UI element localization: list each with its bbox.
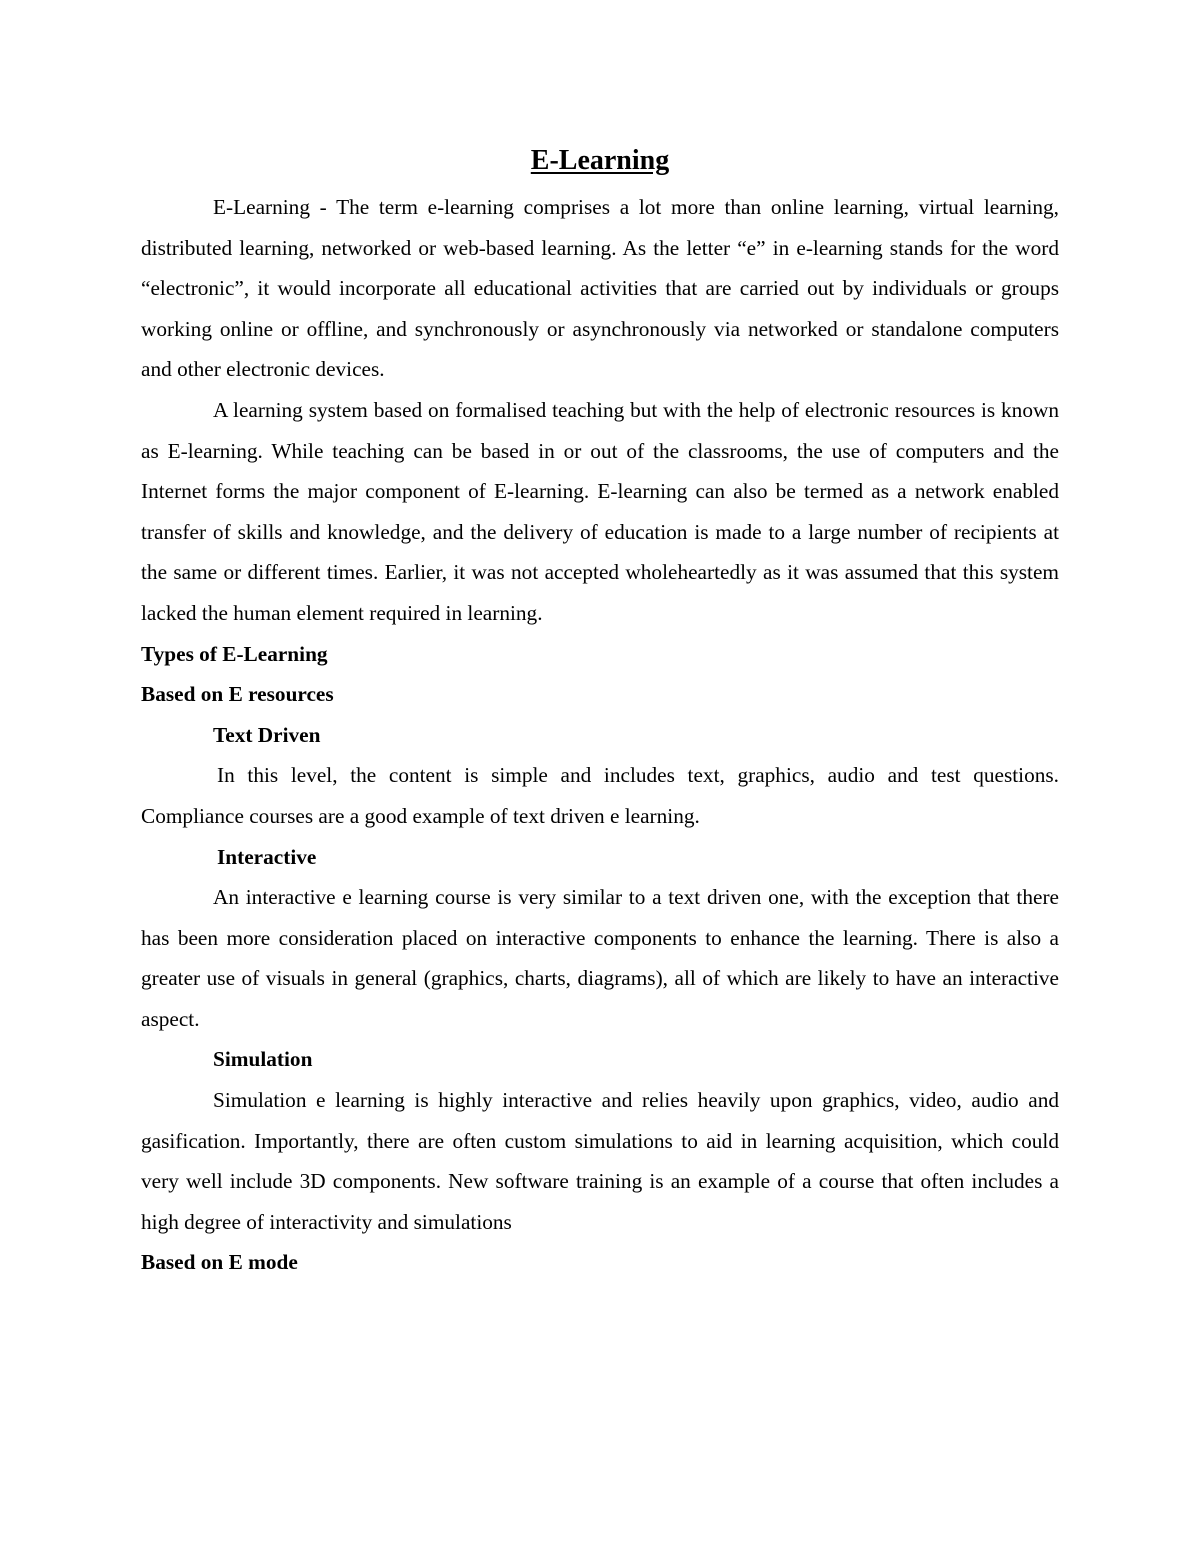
- document-body: [141, 138, 1059, 1283]
- interactive-paragraph: An interactive e learning course is very similar to a text driven one, with the exception that there has been more consideration placed on interactive components to enhance the learning. There is also a greater use of visuals in general (graphics, charts, diagrams), all of which are likely to have an interactive aspect.: [141, 885, 1059, 1031]
- interactive-heading: Interactive: [217, 844, 317, 869]
- simulation-heading: Simulation: [213, 1047, 313, 1072]
- intro-paragraph: E-Learning - The term e-learning comprises a lot more than online learning, virtual learning, distributed learning, networked or web-based learning. As the letter “e” in e-learning stands for the word “electronic”, it would incorporate all educational activities that are carried out by individuals or groups working online or offline, and synchronously or asynchronously via networked or standalone computers and other electronic devices.: [141, 195, 1059, 382]
- text-driven-paragraph: In this level, the content is simple and includes text, graphics, audio and test questions. Compliance courses are a good example of text driven e learning.: [141, 763, 1059, 828]
- system-paragraph: A learning system based on formalised teaching but with the help of electronic resources is known as E-learning. While teaching can be based in or out of the classrooms, the use of computers and the Internet forms the major component of E-learning. E-learning can also be termed as a network enabled transfer of skills and knowledge, and the delivery of education is made to a large number of recipients at the same or different times. Earlier, it was not accepted wholeheartedly as it was assumed that this system lacked the human element required in learning.: [141, 397, 1059, 625]
- mode-heading: Based on E mode: [141, 1250, 298, 1275]
- text-driven-heading: Text Driven: [213, 722, 321, 747]
- document-title: E-Learning: [530, 145, 670, 176]
- types-heading: Types of E-Learning: [141, 641, 328, 666]
- simulation-paragraph: Simulation e learning is highly interactive and relies heavily upon graphics, video, audio and gasification. Importantly, there are often custom simulations to aid in learning acquisition, which could very well include 3D components. New software training is an example of a course that often includes a high degree of interactivity and simulations: [141, 1088, 1059, 1234]
- resources-heading: Based on E resources: [141, 682, 334, 707]
